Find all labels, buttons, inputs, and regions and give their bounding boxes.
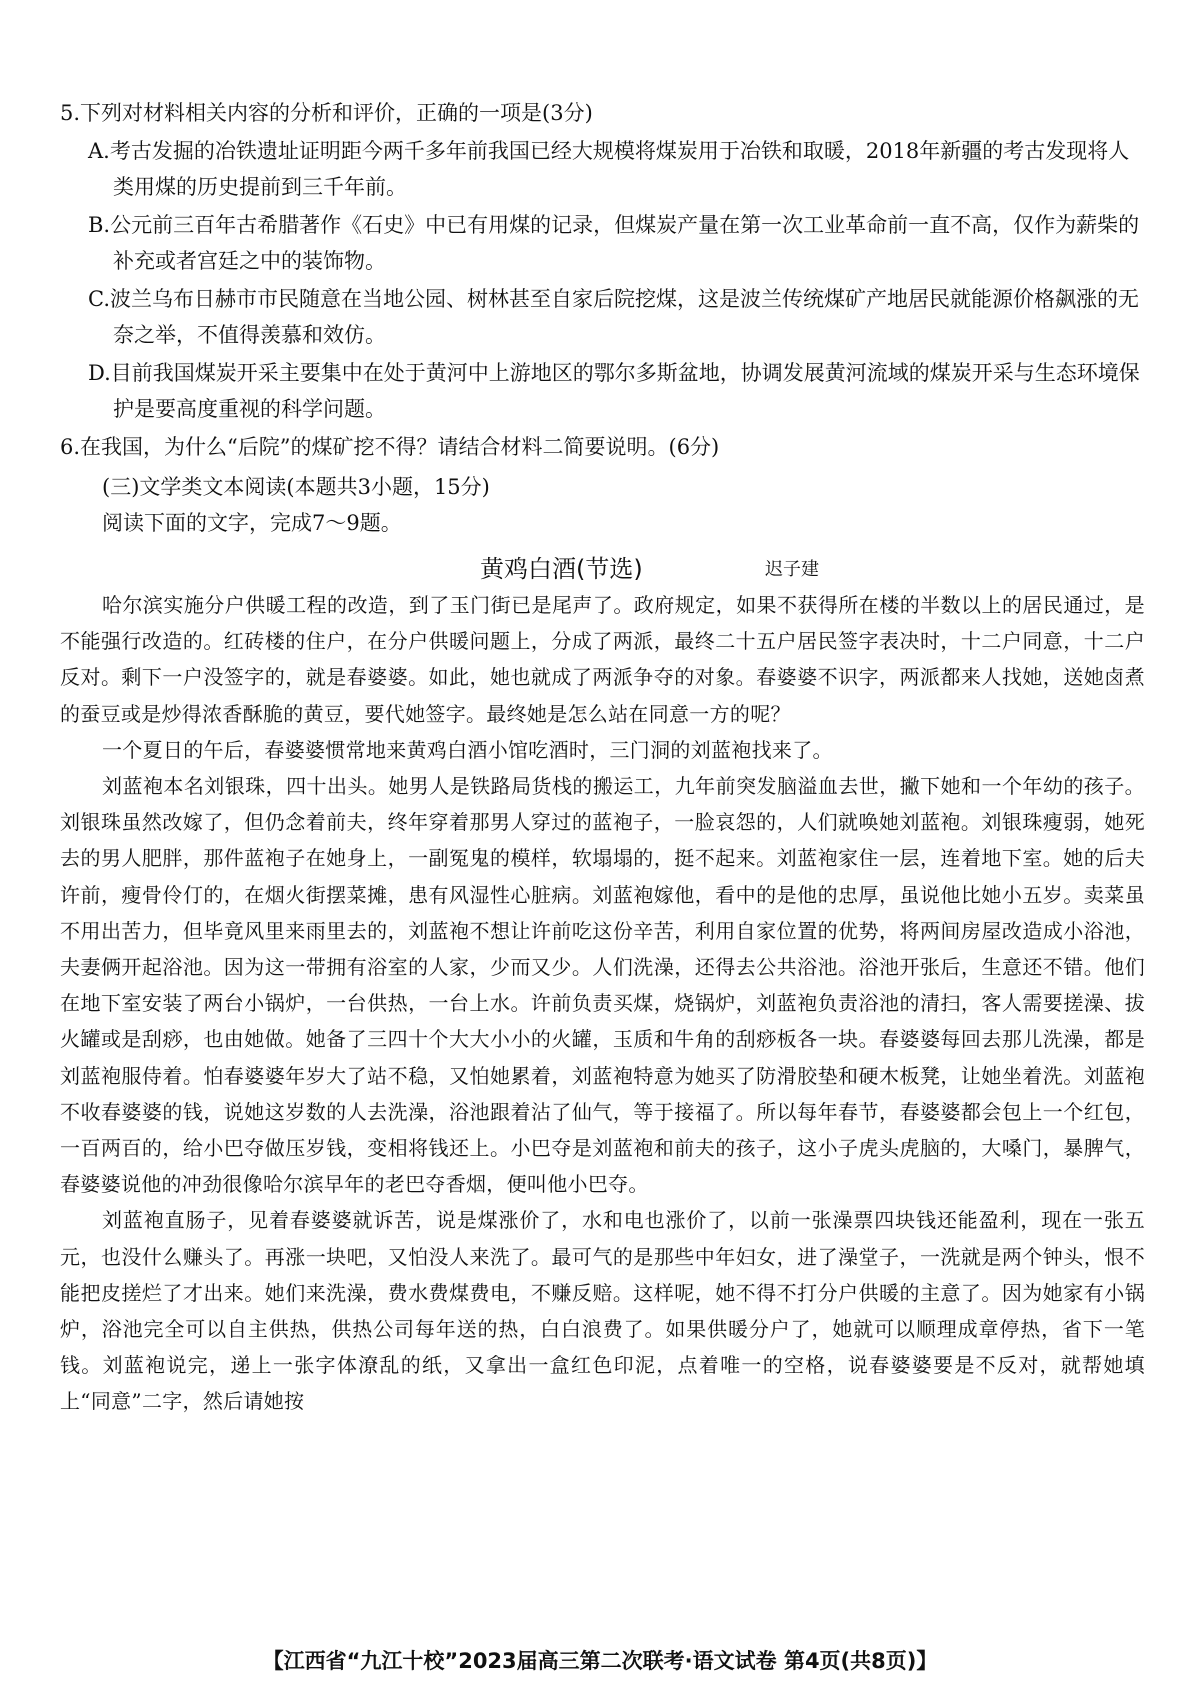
page-content [60, 95, 1145, 1420]
article-paragraph: 一个夏日的午后，春婆婆惯常地来黄鸡白酒小馆吃酒时，三门洞的刘蓝袍找来了。 [102, 737, 833, 762]
article-author: 迟子建 [765, 559, 819, 580]
section-heading: (三)文学类文本阅读(本题共3小题，15分) [102, 475, 490, 499]
option-c: C.波兰乌布日赫市市民随意在当地公园、树林甚至自家后院挖煤，这是波兰传统煤矿产地居民就能源价格飙涨的无奈之举，不值得羡慕和效仿。 [88, 287, 1139, 347]
page-footer: 【江西省“九江十校”2023届高三第二次联考·语文试卷 第4页(共8页)】 [262, 1649, 938, 1673]
question-6: 6.在我国，为什么“后院”的煤矿挖不得？请结合材料二简要说明。(6分) [60, 435, 720, 459]
article-header [60, 547, 1145, 587]
question-5-stem: 5.下列对材料相关内容的分析和评价，正确的一项是(3分) [60, 101, 593, 125]
option-a: A.考古发掘的冶铁遗址证明距今两千多年前我国已经大规模将煤炭用于冶铁和取暖，2018年新疆的考古发现将人类用煤的历史提前到三千年前。 [88, 139, 1130, 199]
article-paragraph: 刘蓝袍直肠子，见着春婆婆就诉苦，说是煤涨价了，水和电也涨价了，以前一张澡票四块钱还能盈利，现在一张五元，也没什么赚头了。再涨一块吧，又怕没人来洗了。最可气的是那些中年妇女，进了澡堂子，一洗就是两个钟头，恨不能把皮搓烂了才出来。她们来洗澡，费水费煤费电，不赚反赔。这样呢，她不得不打分户供暖的主意了。因为她家有小锅炉，浴池完全可以自主供热，供热公司每年送的热，白白浪费了。如果供暖分户了，她就可以顺理成章停热，省下一笔钱。刘蓝袍说完，递上一张字体潦乱的纸，又拿出一盒红色印泥，点着唯一的空格，说春婆婆要是不反对，就帮她填上“同意”二字，然后请她按 [60, 1208, 1145, 1414]
option-b: B.公元前三百年古希腊著作《石史》中已有用煤的记录，但煤炭产量在第一次工业革命前一直不高，仅作为薪柴的补充或者宫廷之中的装饰物。 [88, 213, 1140, 273]
article-paragraph: 刘蓝袍本名刘银珠，四十出头。她男人是铁路局货栈的搬运工，九年前突发脑溢血去世，撇下她和一个年幼的孩子。刘银珠虽然改嫁了，但仍念着前夫，终年穿着那男人穿过的蓝袍子，一脸哀怨的，人们就唤她刘蓝袍。刘银珠瘦弱，她死去的男人肥胖，那件蓝袍子在她身上，一副冤鬼的模样，软塌塌的，挺不起来。刘蓝袍家住一层，连着地下室。她的后夫许前，瘦骨伶仃的，在烟火街摆菜摊，患有风湿性心脏病。刘蓝袍嫁他，看中的是他的忠厚，虽说他比她小五岁。卖菜虽不用出苦力，但毕竟风里来雨里去的，刘蓝袍不想让许前吃这份辛苦，利用自家位置的优势，将两间房屋改造成小浴池，夫妻俩开起浴池。因为这一带拥有浴室的人家，少而又少。人们洗澡，还得去公共浴池。浴池开张后，生意还不错。他们在地下室安装了两台小锅炉，一台供热，一台上水。许前负责买煤，烧锅炉，刘蓝袍负责浴池的清扫，客人需要搓澡、拔火罐或是刮痧，也由她做。她备了三四十个大大小小的火罐，玉质和牛角的刮痧板各一块。春婆婆每回去那儿洗澡，都是刘蓝袍服侍着。怕春婆婆年岁大了站不稳，又怕她累着，刘蓝袍特意为她买了防滑胶垫和硬木板凳，让她坐着洗。刘蓝袍不收春婆婆的钱，说她这岁数的人去洗澡，浴池跟着沾了仙气，等于接福了。所以每年春节，春婆婆都会包上一个红包，一百两百的，给小巴夺做压岁钱，变相将钱还上。小巴夺是刘蓝袍和前夫的孩子，这小子虎头虎脑的，大嗓门，暴脾气，春婆婆说他的冲劲很像哈尔滨早年的老巴夺香烟，便叫他小巴夺。 [60, 774, 1145, 1197]
article-title: 黄鸡白酒(节选) [480, 555, 643, 583]
section-instruction: 阅读下面的文字，完成7～9题。 [102, 511, 402, 535]
article-paragraph: 哈尔滨实施分户供暖工程的改造，到了玉门街已是尾声了。政府规定，如果不获得所在楼的半数以上的居民通过，是不能强行改造的。红砖楼的住户，在分户供暖问题上，分成了两派，最终二十五户居民签字表决时，十二户同意，十二户反对。剩下一户没签字的，就是春婆婆。如此，她也就成了两派争夺的对象。春婆婆不识字，两派都来人找她，送她卤煮的蚕豆或是炒得浓香酥脆的黄豆，要代她签字。最终她是怎么站在同意一方的呢？ [60, 593, 1145, 726]
option-d: D.目前我国煤炭开采主要集中在处于黄河中上游地区的鄂尔多斯盆地，协调发展黄河流域的煤炭开采与生态环境保护是要高度重视的科学问题。 [88, 361, 1140, 421]
